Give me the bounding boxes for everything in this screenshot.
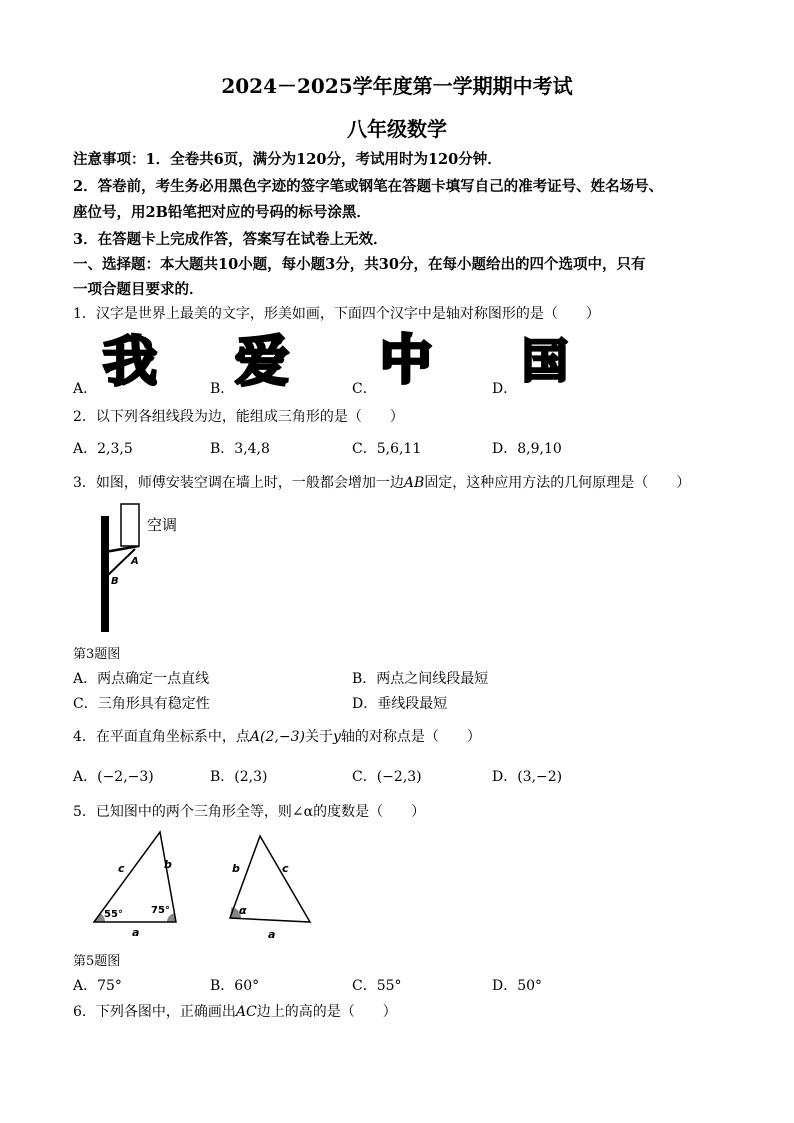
q5-tri1-angle-left: 55° [104,909,123,920]
note-3: 3．在答题卡上完成作答，答案写在试卷上无效． [73,231,388,248]
q5-tri1-side-b: b [164,858,172,871]
q4-option-c: C．(−2,3) [352,769,422,785]
q4-stem-mid: 关于 [304,729,333,745]
q4-option-b: B．(2,3) [210,769,268,785]
exam-title: 2024－2025学年度第一学期期中考试 [221,74,573,98]
note-1: 注意事项：1．全卷共6页，满分为120分，考试用时为120分钟． [73,151,502,168]
q5-stem: 5．已知图中的两个三角形全等，则∠α的度数是（ ） [73,804,426,820]
q3-figure [95,502,205,634]
q1-label-b: B． [210,381,235,397]
q3-stem [73,472,690,492]
q5-tri2-side-c: c [282,862,289,875]
q5-tri2-angle: α [239,904,247,917]
q5-tri2-side-b: b [232,862,240,875]
q2-option-b: B．3,4,8 [210,441,270,457]
q2-stem: 2．以下列各组线段为边，能组成三角形的是（ ） [73,409,404,425]
char-zhong-image [378,330,434,386]
q4-option-a: A．(−2,−3) [73,769,154,785]
char-guo: 国 [522,335,568,385]
q4-stem-post: 轴的对称点是（ ） [340,729,481,745]
q3-stem-post: 固定，这种应用方法的几何原理是（ ） [424,475,691,491]
q5-option-d: D．50° [492,978,543,994]
q5-option-c: C．55° [352,978,402,994]
char-wo: 我 [103,330,157,390]
section1-heading-a: 一、选择题：本大题共10小题，每小题3分，共30分，在每小题给出的四个选项中，只有 [73,256,646,273]
q6-stem-pre: 6．下列各图中，正确画出 [73,1004,236,1020]
q4-stem-pre: 4．在平面直角坐标系中，点 [73,729,250,745]
q3-caption: 第3题图 [73,647,121,662]
q2-option-d: D．8,9,10 [492,441,562,457]
q1-label-a: A． [73,381,98,397]
q2-option-c: C．5,6,11 [352,441,422,457]
q4-option-d: D．(3,−2) [492,769,563,785]
note-2b: 座位号，用2B铅笔把对应的号码的标号涂黑． [73,204,371,221]
q5-triangle-1 [80,826,200,941]
q4-axis: y [332,729,341,745]
char-ai-image [232,330,292,390]
q2-option-a: A．2,3,5 [73,441,133,457]
q3-option-a: A．两点确定一点直线 [73,671,210,687]
q1-stem: 1．汉字是世界上最美的文字，形美如画，下面四个汉字中是轴对称图形的是（ ） [73,306,600,322]
q3-point-a: A [131,556,139,567]
q5-tri1-side-a: a [132,926,140,939]
q5-option-a: A．75° [73,978,122,994]
q6-stem-post: 边上的高的是（ ） [256,1004,397,1020]
q3-option-d: D．垂线段最短 [352,696,448,712]
q3-point-b: B [111,576,119,587]
q5-caption: 第5题图 [73,954,121,969]
q3-figure-label: 空调 [147,516,178,534]
section1-heading-b: 一项合题目要求的． [73,281,204,298]
char-zhong: 中 [379,331,433,386]
q4-stem [73,726,481,746]
char-wo-image [100,330,160,390]
q5-triangle-2 [218,826,328,941]
q3-stem-pre: 3．如图，师傅安装空调在墙上时，一般都会增加一边 [73,475,404,491]
q5-tri2-side-a: a [268,928,276,941]
exam-subtitle: 八年级数学 [347,117,447,141]
note-2a: 2．答卷前，考生务必用黑色字迹的签字笔或钢笔在答题卡填写自己的准考证号、姓名场号、 [73,178,664,195]
q5-option-b: B．60° [210,978,260,994]
char-guo-image [520,335,570,385]
q3-option-c: C．三角形具有稳定性 [73,696,210,712]
q3-option-b: B．两点之间线段最短 [352,671,489,687]
q4-point: A(2,−3) [249,729,305,745]
q1-label-d: D． [492,381,518,397]
q3-ac-unit [121,504,139,546]
q1-label-c: C． [352,381,377,397]
q5-tri1-side-c: c [118,862,125,875]
q5-tri1-angle-right: 75° [151,905,170,916]
q6-stem-ac: AC [235,1004,257,1020]
q6-stem [73,1001,397,1021]
char-ai: 爱 [235,330,289,390]
q3-stem-ab: AB [403,475,425,491]
